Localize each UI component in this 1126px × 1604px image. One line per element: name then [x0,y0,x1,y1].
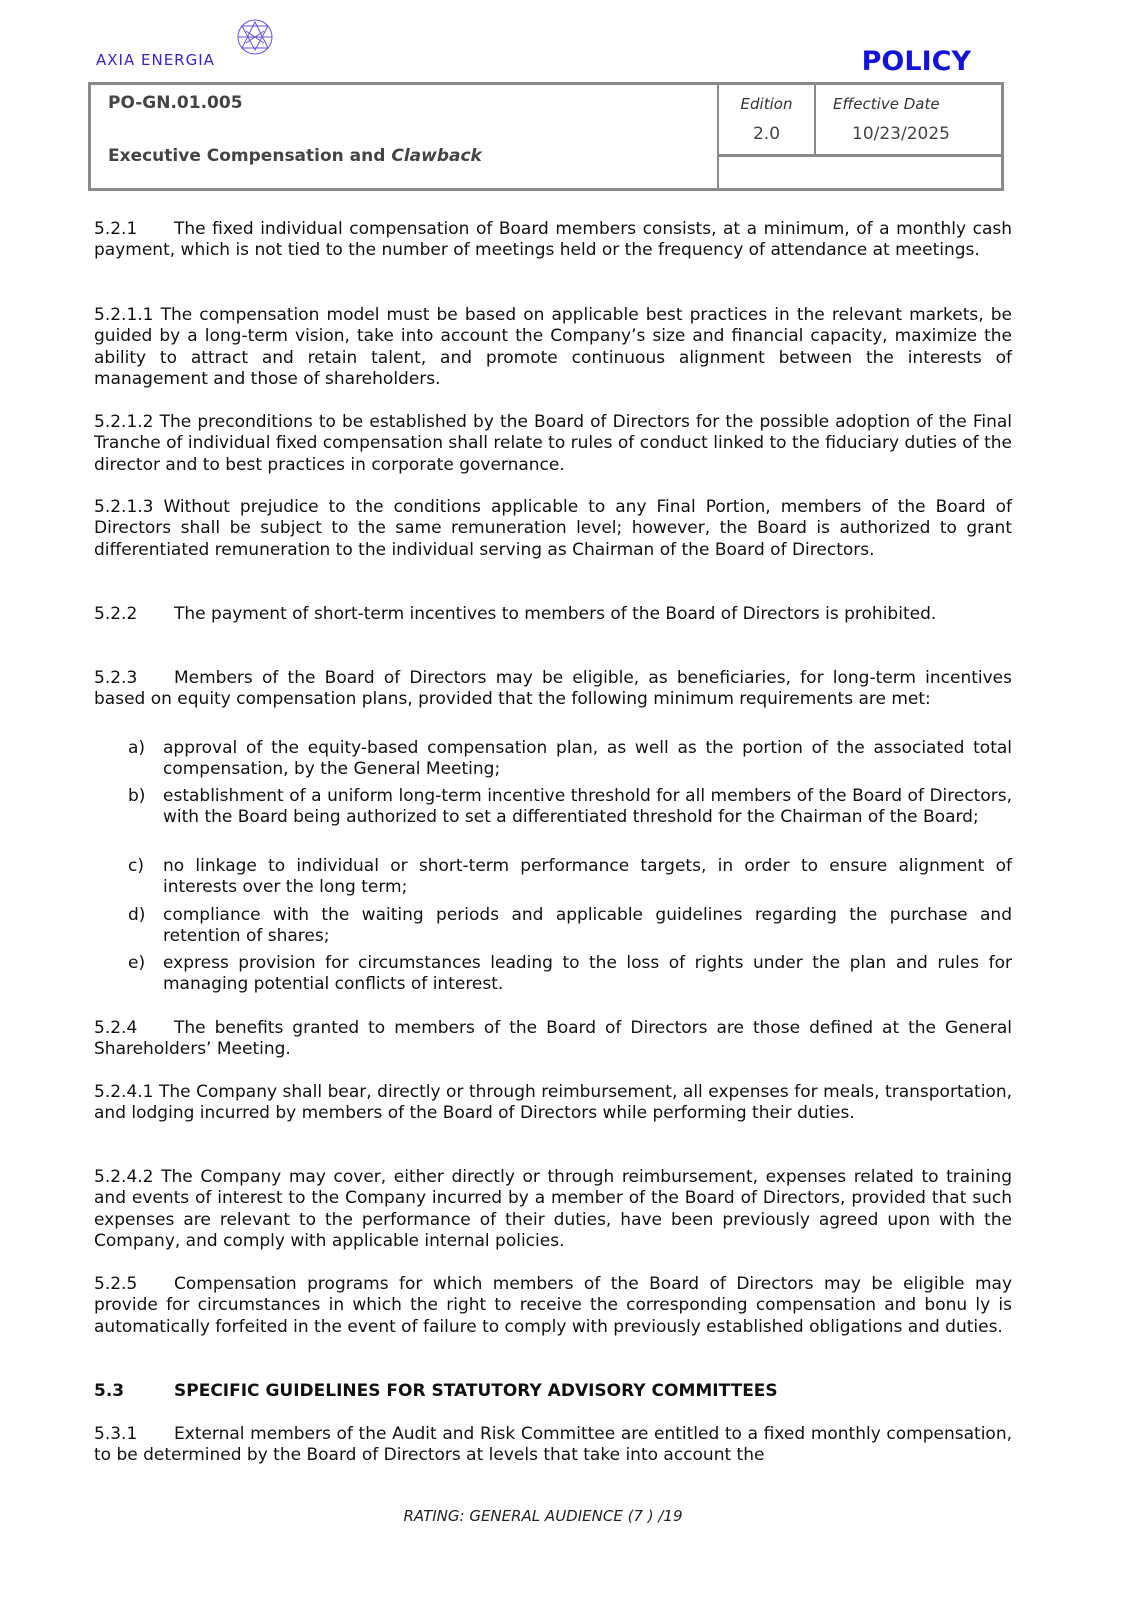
clause-number: 5.2.1.1 [94,305,154,325]
paragraph [94,219,1012,262]
clause-number: 5.2.4.1 [94,1082,154,1102]
clause-number: 5.2.5 [94,1274,138,1294]
list-item [128,856,1012,899]
section-number: 5.3 [94,1381,125,1401]
clause-text: The payment of short-term incentives to members of the Board of Directors is prohibited. [174,604,937,624]
section-title: SPECIFIC GUIDELINES FOR STATUTORY ADVISORY COMMITTEES [174,1381,778,1401]
edition-value: 2.0 [752,124,781,144]
company-logo [96,18,286,70]
date-cell [816,85,1001,157]
list-marker: e) [128,953,146,973]
paragraph [94,1167,1012,1253]
clause-number: 5.2.4.2 [94,1167,154,1187]
clause-text: The Company may cover, either directly or through reimbursement, expenses related to training and events of interest to the Company incurred by a member of the Board of Directors, provided that such expenses are relevant to the performance of their duties, have been previously agreed upon with the Company, and comply with applicable internal policies. [94,1167,1012,1252]
clause-number: 5.2.1 [94,219,138,239]
clause-text: The preconditions to be established by the Board of Directors for the possible adoption of the Final Tranche of individual fixed compensation shall relate to rules of conduct linked to the fiduciary duties of the director and to best practices in corporate governance. [94,412,1012,475]
list-item [128,953,1012,996]
paragraph [94,1082,1012,1125]
clause-text: Compensation programs for which members of the Board of Directors may be eligible may provide for circumstances in which the right to receive the corresponding compensation and bonu ly is automatically forfeited in the event of failure to comply with previously established obligations and duties. [94,1274,1012,1337]
clause-text: External members of the Audit and Risk Committee are entitled to a fixed monthly compensation, to be determined by the Board of Directors at levels that take into account the [94,1424,1012,1466]
document-header-table [88,82,1004,191]
clause-text: Members of the Board of Directors may be eligible, as beneficiaries, for long-term incentives based on equity compensation plans, provided that the following minimum requirements are met: [94,668,1012,710]
title-main: Executive Compensation and [108,146,392,166]
list-item [128,905,1012,948]
document-type: POLICY [861,46,971,77]
clause-number: 5.2.4 [94,1018,138,1038]
document-title [108,146,482,166]
page-footer: RATING: GENERAL AUDIENCE (7 ) /19 [403,1507,683,1525]
paragraph [94,497,1012,561]
list-marker: c) [128,856,144,876]
edition-label: Edition [740,95,793,113]
clause-number: 5.2.1.2 [94,412,154,432]
date-value: 10/23/2025 [852,124,950,144]
list-marker: d) [128,905,146,925]
title-italic: Clawback [391,146,482,166]
clause-number: 5.3.1 [94,1424,138,1444]
company-name: AXIA ENERGIA [96,51,215,69]
list-marker: a) [128,738,146,758]
date-label: Effective Date [833,95,940,113]
paragraph [94,412,1012,476]
section-heading [94,1381,778,1401]
list-item [128,738,1012,781]
list-marker: b) [128,786,146,806]
paragraph [94,1274,1012,1338]
logo-sphere-icon [234,18,276,58]
paragraph [94,305,1012,391]
paragraph [94,1018,1012,1061]
clause-text: The benefits granted to members of the Board of Directors are those defined at the General Shareholders’ Meeting. [94,1018,1012,1060]
list-text: no linkage to individual or short-term performance targets, in order to ensure alignment of interests over the long term; [163,856,1012,898]
clause-text: The fixed individual compensation of Board members consists, at a minimum, of a monthly cash payment, which is not tied to the number of meetings held or the frequency of attendance at meetings. [94,219,1012,261]
list-item [128,786,1012,829]
edition-cell [719,85,816,157]
clause-text: Without prejudice to the conditions applicable to any Final Portion, members of the Board of Directors shall be subject to the same remuneration level; however, the Board is authorized to grant differentiated remuneration to the individual serving as Chairman of the Board of Directors. [94,497,1012,560]
list-text: establishment of a uniform long-term incentive threshold for all members of the Board of Directors, with the Board being authorized to set a differentiated threshold for the Chairman of the Board; [163,786,1012,828]
clause-text: The Company shall bear, directly or through reimbursement, all expenses for meals, transportation, and lodging incurred by members of the Board of Directors while performing their duties. [94,1082,1012,1124]
clause-number: 5.2.2 [94,604,138,624]
clause-number: 5.2.3 [94,668,138,688]
clause-number: 5.2.1.3 [94,497,154,517]
list-text: compliance with the waiting periods and applicable guidelines regarding the purchase and retention of shares; [163,905,1012,947]
list-text: approval of the equity-based compensation plan, as well as the portion of the associated total compensation, by the General Meeting; [163,738,1012,780]
list-text: express provision for circumstances leading to the loss of rights under the plan and rules for managing potential conflicts of interest. [163,953,1012,995]
document-code: PO-GN.01.005 [108,93,243,113]
clause-text: The compensation model must be based on applicable best practices in the relevant markets, be guided by a long-term vision, take into account the Company’s size and financial capacity, maximize the ability to attract and retain talent, and promote continuous alignment between the interests of management and those of shareholders. [94,305,1013,390]
paragraph [94,668,1012,711]
header-title-cell [91,85,719,188]
paragraph [94,1424,1012,1467]
paragraph [94,604,1012,625]
